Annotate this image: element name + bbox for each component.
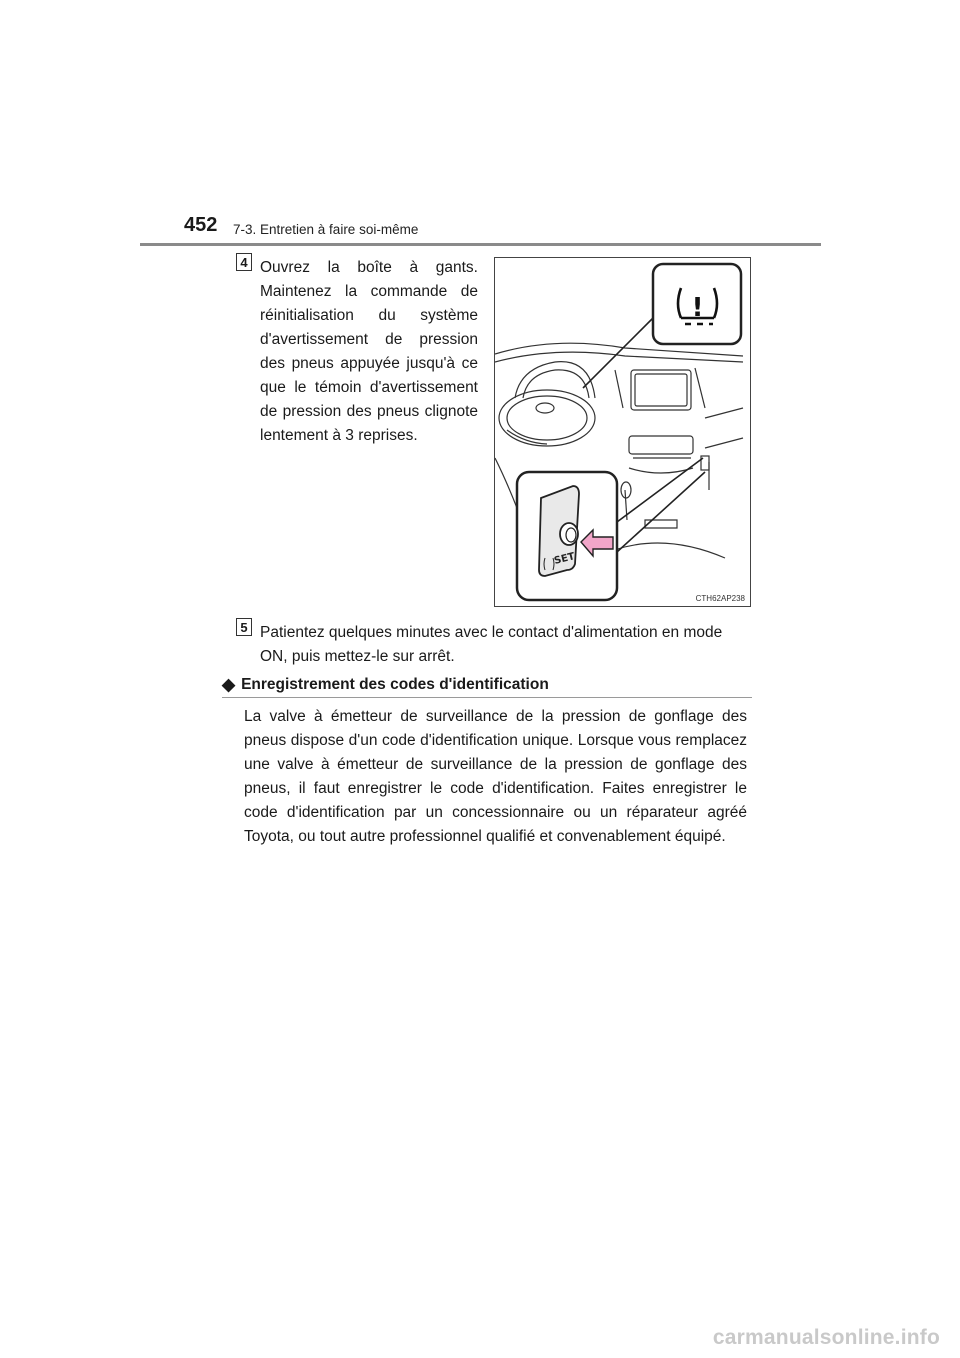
step-5-badge: 5	[236, 618, 252, 636]
set-label: SET	[553, 551, 576, 567]
step-4-text: Ouvrez la boîte à gants. Maintenez la commande de réinitialisation du système d'avertissement de pression des pneus appuyée jusqu'à ce que le témoin d'avertissement de pression des pneus clignote lentement à 3 reprises.	[260, 259, 478, 444]
figure-code: CTH62AP238	[695, 594, 745, 603]
step-4-badge: 4	[236, 253, 252, 271]
section-header: 7-3. Entretien à faire soi-même	[233, 222, 419, 237]
header-divider	[140, 243, 821, 246]
section-heading	[222, 674, 752, 696]
svg-text:!: !	[691, 293, 704, 323]
step-5-text: Patientez quelques minutes avec le contact d'alimentation en mode ON, puis mettez-le sur arrêt.	[260, 624, 723, 665]
watermark: carmanualsonline.info	[712, 1326, 940, 1349]
set-switch	[539, 486, 579, 576]
page-number: 452	[184, 214, 218, 236]
dashboard-illustration	[495, 258, 750, 606]
section-heading-text: Enregistrement des codes d'identification	[241, 676, 549, 693]
diamond-bullet-icon: ◆	[222, 675, 236, 694]
section-divider	[222, 697, 752, 698]
tpms-reset-figure	[494, 257, 751, 607]
section-paragraph: La valve à émetteur de surveillance de la pression de gonflage des pneus dispose d'un code d'identification unique. Lorsque vous remplacez une valve à émetteur de surveillance de la pression de gonflage des pneus, il faut enregistrer le code d'identification. Faites enregistrer le code d'identification par un concessionnaire ou un réparateur agréé Toyota, ou tout autre professionnel qualifié et convenablement équipé.	[244, 708, 747, 845]
